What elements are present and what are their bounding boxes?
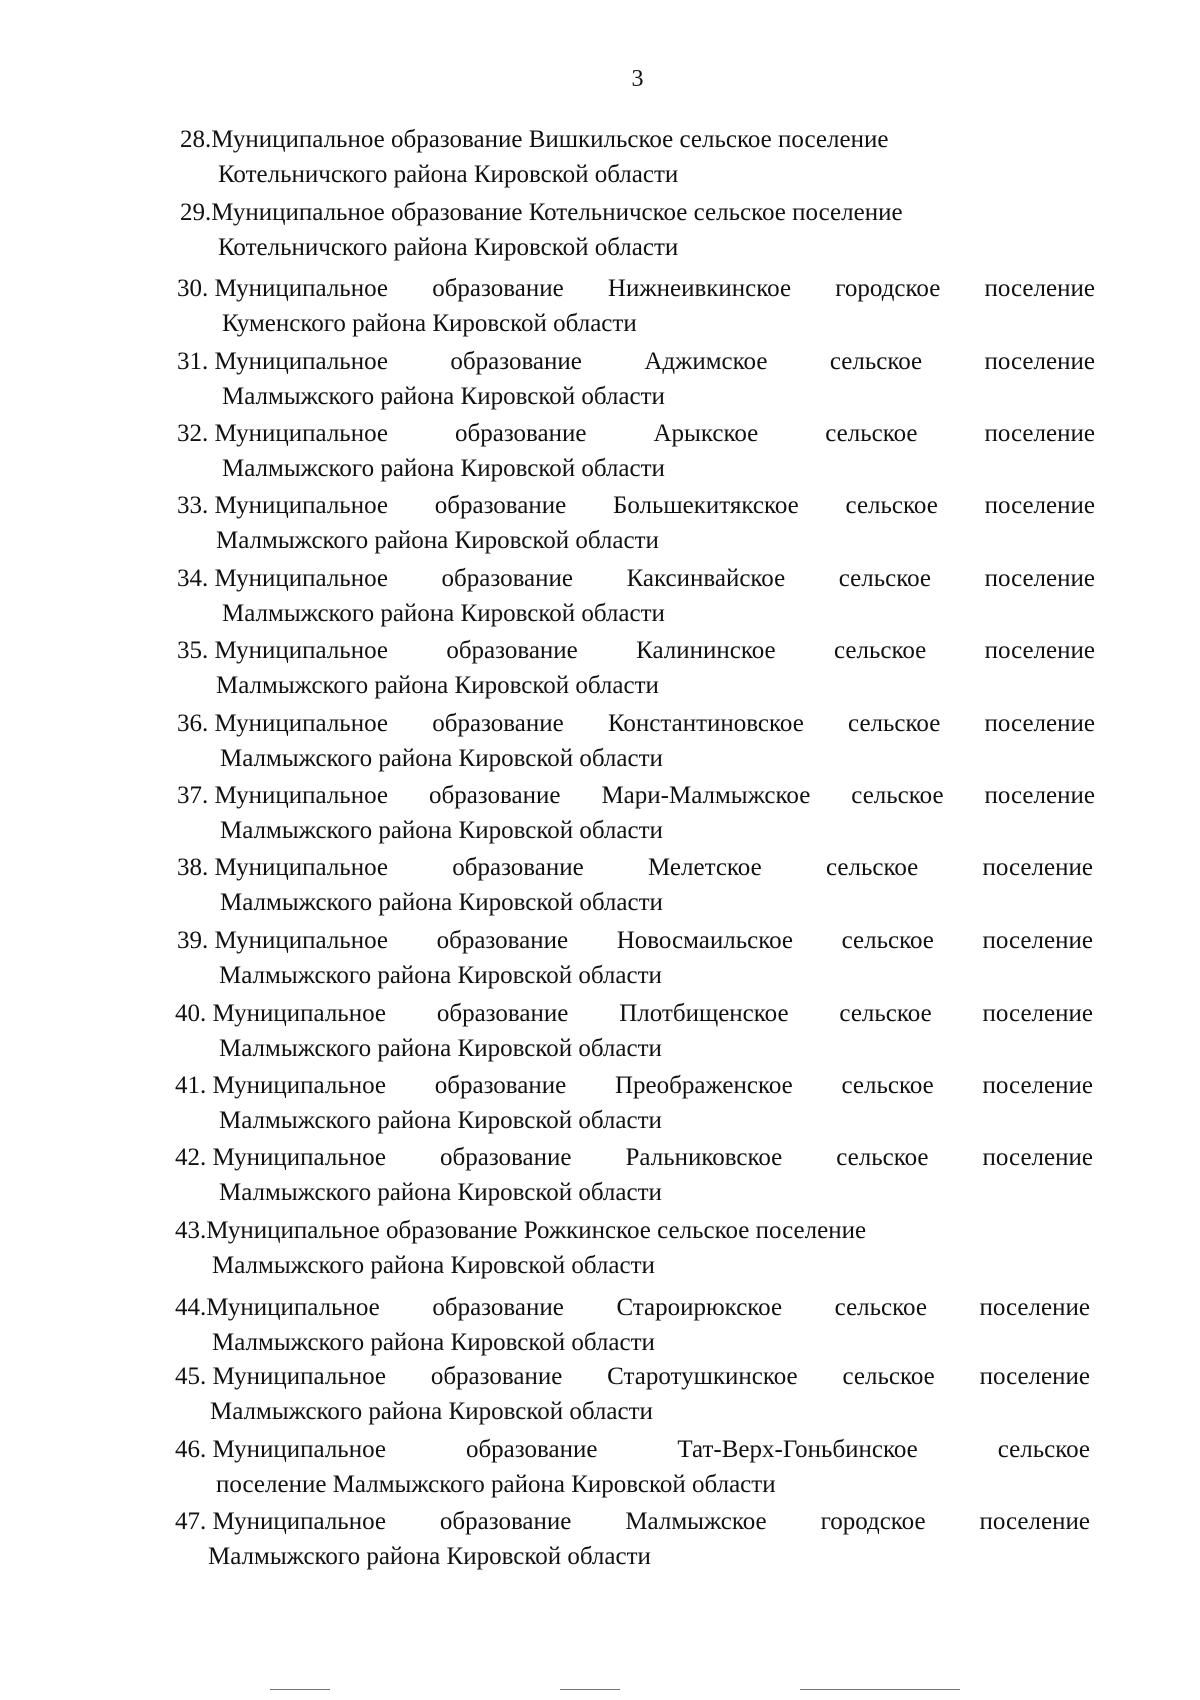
- list-item-number-and-word: [175, 1140, 386, 1175]
- list-item-word: образование: [446, 637, 578, 664]
- list-item-word: образование: [434, 492, 567, 519]
- list-item-word: поселение: [979, 1363, 1090, 1390]
- list-item: [177, 488, 1095, 558]
- list-item-number: 36.: [177, 710, 215, 737]
- list-item-first-line: [177, 850, 1093, 885]
- list-item-first-line: [177, 633, 1095, 668]
- list-item-number: 40.: [175, 1000, 213, 1027]
- list-item-number: 39.: [177, 927, 215, 954]
- list-item: [177, 778, 1095, 848]
- list-item-word: Старотушкинское: [607, 1363, 798, 1390]
- list-item-word: образование: [441, 565, 574, 592]
- list-item-word: поселение: [982, 927, 1093, 954]
- list-item-continuation: Малмыжского района Кировской области: [219, 962, 662, 989]
- list-item-first-line: [177, 344, 1095, 379]
- list-item-word: Муниципальное: [214, 565, 388, 592]
- list-item-number-and-word: [175, 1290, 380, 1325]
- list-item: [175, 1359, 1090, 1429]
- list-item-word: Муниципальное: [212, 1072, 386, 1099]
- list-item: [175, 1213, 960, 1283]
- list-item-word: образование: [428, 782, 561, 809]
- list-item-word: поселение: [984, 348, 1095, 375]
- list-item-word: образование: [432, 275, 564, 302]
- list-item: [177, 706, 1095, 776]
- list-item-word: Муниципальное: [212, 1436, 386, 1463]
- list-item-word: Мари-Малмыжское: [601, 782, 811, 809]
- list-item: [175, 1290, 1090, 1360]
- list-item-word: Муниципальное: [212, 1144, 386, 1171]
- list-item-number-and-word: [180, 199, 903, 226]
- list-item-word: сельское: [997, 1436, 1090, 1463]
- list-item-first-line: [180, 195, 1000, 230]
- list-item-word: поселение: [984, 637, 1095, 664]
- list-item-continuation: Малмыжского района Кировской области: [220, 817, 663, 844]
- list-item-continuation: Малмыжского района Кировской области: [210, 1398, 653, 1425]
- list-item-word: Нижнеивкинское: [607, 275, 792, 302]
- list-item-word: сельское: [833, 637, 927, 664]
- list-item-word: городское: [835, 275, 941, 302]
- list-item-first-line: [175, 1359, 1090, 1394]
- list-item-word: сельское: [842, 1363, 935, 1390]
- list-item: [177, 271, 1095, 341]
- list-item-word: образование: [450, 348, 582, 375]
- list-item-word: поселение: [984, 492, 1095, 519]
- list-item-word: образование: [455, 420, 587, 447]
- list-item-number: 45.: [175, 1363, 213, 1390]
- list-item-continuation: Малмыжского района Кировской области: [220, 745, 663, 772]
- list-item-continuation: Малмыжского района Кировской области: [208, 1543, 651, 1570]
- list-item-word: Муниципальное: [212, 1000, 386, 1027]
- list-item-number: 32.: [177, 420, 215, 447]
- list-item-number: 28.: [180, 126, 212, 153]
- list-item-first-line: [177, 488, 1095, 523]
- list-item-word: образование: [432, 1294, 564, 1321]
- list-item-first-line: [175, 1140, 1093, 1175]
- list-item: [177, 850, 1093, 920]
- list-item-word: Староирюкское: [616, 1294, 783, 1321]
- scan-edge-mark: [560, 1689, 620, 1690]
- list-item-continuation: Малмыжского района Кировской области: [212, 1329, 655, 1356]
- list-item: [175, 1140, 1093, 1210]
- list-item-word: сельское: [836, 1144, 929, 1171]
- list-item-word: Муниципальное: [212, 1508, 386, 1535]
- list-item-word: Муниципальное: [214, 637, 388, 664]
- list-item-number: 44.: [175, 1294, 207, 1321]
- list-item-first-line: [175, 1068, 1093, 1103]
- list-item-first-line: [180, 122, 985, 157]
- list-item-continuation: Малмыжского района Кировской области: [216, 527, 659, 554]
- list-item-number-and-word: [175, 1359, 386, 1394]
- list-item-first-line: [177, 271, 1095, 306]
- list-item-number-and-word: [177, 561, 388, 596]
- list-item-word: поселение: [984, 782, 1095, 809]
- list-item-word: сельское: [851, 782, 944, 809]
- list-item-first-line: [177, 923, 1093, 958]
- list-item-first-line: [177, 778, 1095, 813]
- list-item-word: Мелетское: [648, 854, 762, 881]
- list-item-word: сельское: [834, 1294, 927, 1321]
- list-item-word: сельское: [841, 1072, 934, 1099]
- list-item-number: 30.: [177, 275, 215, 302]
- list-item-number-and-word: [177, 344, 388, 379]
- list-item-continuation: Малмыжского района Кировской области: [222, 383, 665, 410]
- list-item-word: Аджимское: [644, 348, 768, 375]
- list-item-word: Новосмаильское: [616, 927, 794, 954]
- list-item-number: 31.: [177, 348, 215, 375]
- list-item-continuation: Малмыжского района Кировской области: [219, 1179, 662, 1206]
- list-item-word: образование: [432, 710, 564, 737]
- list-item-word: поселение: [984, 275, 1095, 302]
- list-item-word: Муниципальное: [214, 492, 388, 519]
- list-item-number-and-word: [177, 271, 388, 306]
- list-item-number-and-word: [177, 633, 388, 668]
- list-item-continuation: Котельничского района Кировской области: [218, 234, 679, 261]
- page-number: 3: [631, 66, 644, 92]
- list-item-number: 47.: [175, 1508, 213, 1535]
- list-item-word: поселение: [982, 1072, 1093, 1099]
- list-item-first-line: [177, 416, 1095, 451]
- list-item: [180, 122, 985, 192]
- list-item: [177, 561, 1095, 631]
- list-item-first-line: [177, 561, 1095, 596]
- list-item-number-and-word: [177, 923, 388, 958]
- list-item-word: поселение: [982, 1000, 1093, 1027]
- list-item-number: 37.: [177, 782, 215, 809]
- list-item: [180, 195, 1000, 265]
- list-item-continuation: Малмыжского района Кировской области: [220, 889, 663, 916]
- list-item-word: Муниципальное: [214, 420, 388, 447]
- list-item-word: Муниципальное: [214, 854, 388, 881]
- list-item-continuation: Малмыжского района Кировской области: [212, 1252, 655, 1279]
- list-item-continuation: Котельничского района Кировской области: [218, 161, 679, 188]
- list-item-continuation: поселение Малмыжского района Кировской области: [216, 1471, 776, 1498]
- list-item-number: 29.: [180, 199, 212, 226]
- list-item-word: Арыкское: [653, 420, 759, 447]
- list-item-number-and-word: [175, 996, 386, 1031]
- list-item-continuation: Малмыжского района Кировской области: [216, 672, 659, 699]
- list-item-word: Большекитякское: [613, 492, 799, 519]
- list-item-number: 46.: [175, 1436, 213, 1463]
- list-item-number-and-word: [177, 850, 388, 885]
- list-item-number: 42.: [175, 1144, 213, 1171]
- list-item-word: поселение: [984, 710, 1095, 737]
- list-item: [175, 1432, 1090, 1502]
- list-item: [175, 1068, 1093, 1138]
- list-item: [175, 996, 1093, 1066]
- list-item-first-line: [175, 1432, 1090, 1467]
- list-item: [177, 344, 1095, 414]
- list-item-continuation: Куменского района Кировской области: [222, 310, 637, 337]
- list-item-word: образование: [440, 1144, 572, 1171]
- list-item-word: Муниципальное: [212, 1363, 386, 1390]
- list-item-word: образование: [436, 927, 569, 954]
- list-item-word: Каксинвайское: [626, 565, 786, 592]
- list-item-word: сельское: [845, 492, 938, 519]
- list-item-first-line: [175, 996, 1093, 1031]
- list-item-word: Муниципальное: [206, 1294, 380, 1321]
- list-item: [177, 923, 1093, 993]
- list-item-word: Калининское: [636, 637, 776, 664]
- list-item-number: 34.: [177, 565, 215, 592]
- list-item-number: 38.: [177, 854, 215, 881]
- list-item-first-line: [175, 1504, 1090, 1539]
- scan-edge-mark: [270, 1689, 330, 1690]
- list-item-word: Константиновское: [607, 710, 804, 737]
- list-item-word: Ральниковское: [625, 1144, 783, 1171]
- list-item-number: 41.: [175, 1072, 213, 1099]
- list-item-word: образование: [439, 1508, 572, 1535]
- list-item-word: поселение: [979, 1508, 1090, 1535]
- list-item-word: Муниципальное: [214, 275, 388, 302]
- list-item-word: Муниципальное: [214, 927, 388, 954]
- list-item-word: Муниципальное образование Вишкильское сельское поселение: [211, 126, 889, 153]
- list-item-word: сельское: [839, 1000, 932, 1027]
- list-item-word: городское: [820, 1508, 926, 1535]
- list-item-word: Муниципальное: [214, 348, 388, 375]
- list-item-word: Муниципальное: [214, 710, 388, 737]
- list-item-word: образование: [434, 1072, 567, 1099]
- list-item-number-and-word: [175, 1217, 866, 1244]
- list-item-continuation: Малмыжского района Кировской области: [222, 600, 665, 627]
- list-item-word: сельское: [848, 710, 941, 737]
- list-item-number: 35.: [177, 637, 215, 664]
- list-item: [177, 633, 1095, 703]
- list-item-word: сельское: [829, 348, 923, 375]
- list-item-first-line: [175, 1213, 960, 1248]
- list-item-word: образование: [436, 1000, 569, 1027]
- list-item-word: Плотбищенское: [619, 1000, 789, 1027]
- list-item-word: образование: [452, 854, 584, 881]
- list-item-word: сельское: [838, 565, 932, 592]
- list-item-number-and-word: [175, 1432, 386, 1467]
- list-item-number-and-word: [177, 778, 388, 813]
- list-item-word: Преображенское: [615, 1072, 793, 1099]
- list-item-word: Муниципальное образование Котельничское сельское поселение: [211, 199, 903, 226]
- list-item-number-and-word: [175, 1504, 386, 1539]
- list-item-number-and-word: [177, 416, 388, 451]
- list-item-number: 43.: [175, 1217, 207, 1244]
- list-item: [177, 416, 1095, 486]
- list-item: [175, 1504, 1090, 1574]
- list-item-first-line: [177, 706, 1095, 741]
- scan-edge-mark: [800, 1689, 960, 1690]
- list-item-word: образование: [430, 1363, 563, 1390]
- list-item-continuation: Малмыжского района Кировской области: [222, 455, 665, 482]
- list-item-first-line: [175, 1290, 1090, 1325]
- list-item-word: образование: [465, 1436, 598, 1463]
- list-item-word: поселение: [984, 420, 1095, 447]
- list-item-word: Тат-Верх-Гоньбинское: [677, 1436, 918, 1463]
- list-item-word: сельское: [825, 420, 918, 447]
- list-item-number-and-word: [175, 1068, 386, 1103]
- list-item-number-and-word: [177, 488, 388, 523]
- list-item-word: сельское: [825, 854, 919, 881]
- list-item-word: поселение: [982, 854, 1093, 881]
- list-item-word: Малмыжское: [625, 1508, 767, 1535]
- list-item-word: поселение: [984, 565, 1095, 592]
- list-item-continuation: Малмыжского района Кировской области: [219, 1107, 662, 1134]
- list-item-word: поселение: [979, 1294, 1090, 1321]
- list-item-word: поселение: [982, 1144, 1093, 1171]
- list-item-word: Муниципальное: [214, 782, 388, 809]
- list-item-number: 33.: [177, 492, 215, 519]
- list-item-word: Муниципальное образование Рожкинское сельское поселение: [206, 1217, 867, 1244]
- list-item-word: сельское: [841, 927, 934, 954]
- list-item-continuation: Малмыжского района Кировской области: [219, 1035, 662, 1062]
- list-item-number-and-word: [180, 126, 888, 153]
- list-item-number-and-word: [177, 706, 388, 741]
